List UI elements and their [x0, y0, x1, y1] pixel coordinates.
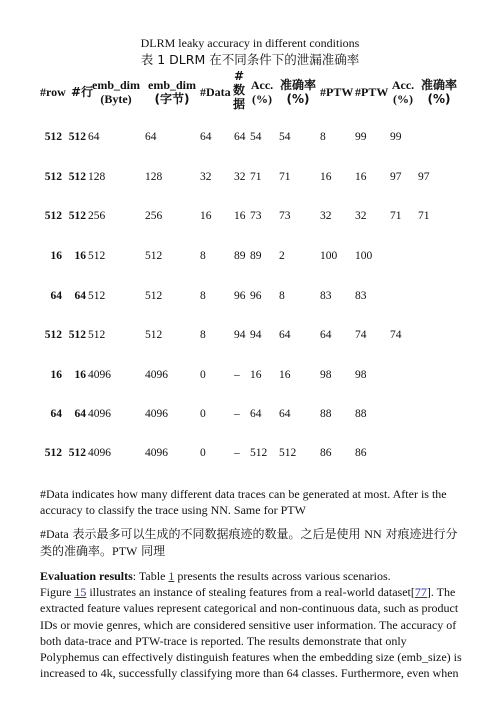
cell-acc1: 71 — [250, 171, 262, 183]
cell-emb-byte: 4096 — [88, 447, 111, 459]
cell-emb-byte: 512 — [88, 250, 106, 262]
table-reference-link[interactable]: 1 — [168, 569, 175, 583]
header-emb-dim-zh — [145, 79, 199, 107]
header-acc1 — [249, 79, 275, 107]
table-row — [0, 330, 500, 344]
cell-emb-zh: 512 — [145, 329, 163, 341]
table-row — [0, 172, 500, 186]
evaluation-paragraph — [40, 568, 465, 681]
cell-hang: 64 — [74, 290, 86, 302]
header-ptw-2: #PTW — [355, 85, 389, 99]
cell-data-zh: 94 — [234, 329, 246, 341]
header-zq2-line2: (%) — [427, 91, 451, 106]
cell-hang: 16 — [74, 369, 86, 381]
header-emb-dim-zh-line1: emb_dim — [148, 78, 196, 92]
cell-acc1: 512 — [250, 447, 268, 459]
note-zh-part1: #Data — [40, 527, 69, 541]
cell-zq2: 71 — [418, 210, 430, 222]
cell-emb-byte: 4096 — [88, 369, 111, 381]
cell-zq1: 64 — [279, 329, 291, 341]
cell-emb-zh: 128 — [145, 171, 163, 183]
note-zh-part5: PTW — [112, 543, 138, 558]
header-data-en: #Data — [200, 85, 231, 99]
header-ptw-en: #PTW — [320, 85, 354, 99]
cell-ptw: 16 — [320, 171, 332, 183]
cell-acc2: 71 — [390, 210, 402, 222]
cell-data: 64 — [200, 131, 212, 143]
header-zq2 — [418, 79, 460, 107]
cell-zq1: 8 — [279, 290, 285, 302]
header-zq1-line1: 准确率 — [279, 78, 316, 92]
evaluation-body-2: ]. The extracted feature values represent categorical and non-continuous data, such as product IDs or movie genres, which are considered sensitive user information. The accuracy of both data-trace and PTW-trace is reported. The results demonstrate that only Polyphemus can effectively distinguish features when the embedding size (emb_size) is increased to 4k, successfully classifying more than 64 classes. Furthermore, even when — [40, 585, 462, 681]
table-note-en: #Data indicates how many different data traces can be generated at most. After is the accuracy to classify the trace using NN. Same for PTW — [40, 487, 447, 518]
cell-ptw2: 83 — [355, 290, 367, 302]
cell-ptw2: 86 — [355, 447, 367, 459]
cell-zq1: 16 — [279, 369, 291, 381]
cell-row: 512 — [44, 447, 62, 459]
cell-data-zh: 89 — [234, 250, 246, 262]
cell-data: 8 — [200, 329, 206, 341]
header-zq2-line1: 准确率 — [420, 78, 457, 92]
header-emb-dim-en-line1: emb_dim — [92, 78, 140, 92]
cell-zq1: 512 — [279, 447, 297, 459]
table-row — [0, 211, 500, 225]
cell-row: 512 — [44, 210, 62, 222]
cell-ptw2: 16 — [355, 171, 367, 183]
cell-ptw: 98 — [320, 369, 332, 381]
cell-data-zh: 64 — [234, 131, 246, 143]
cell-zq2: 97 — [418, 171, 430, 183]
table-row — [0, 291, 500, 305]
header-data-zh-line1: # — [233, 69, 245, 83]
header-data-zh — [232, 70, 246, 111]
cell-data: 8 — [200, 250, 206, 262]
cell-acc2: 74 — [390, 329, 402, 341]
table-caption-zh: 表 1 DLRM 在不同条件下的泄漏准确率 — [140, 52, 360, 67]
cell-emb-byte: 64 — [88, 131, 100, 143]
cell-emb-zh: 256 — [145, 210, 163, 222]
cell-hang: 512 — [68, 447, 86, 459]
table-row — [0, 132, 500, 146]
cell-acc1: 16 — [250, 369, 262, 381]
cell-ptw2: 99 — [355, 131, 367, 143]
cell-emb-byte: 256 — [88, 210, 106, 222]
note-zh-part3: NN — [364, 527, 382, 541]
note-zh-part4: 对痕迹进行分类的准确率。 — [40, 527, 458, 558]
cell-data-zh: – — [234, 447, 240, 459]
header-acc1-line2: (%) — [252, 91, 272, 106]
table-note-zh — [40, 526, 465, 560]
cell-emb-zh: 4096 — [145, 408, 168, 420]
cell-hang: 512 — [68, 210, 86, 222]
cell-data-zh: 16 — [234, 210, 246, 222]
cell-acc2: 97 — [390, 171, 402, 183]
header-data-zh-line2: 数 — [232, 82, 245, 97]
cell-ptw2: 74 — [355, 329, 367, 341]
cell-emb-byte: 512 — [88, 329, 106, 341]
cell-ptw: 32 — [320, 210, 332, 222]
cell-data-zh: – — [234, 408, 240, 420]
header-acc2-line1: Acc. — [391, 78, 415, 92]
evaluation-line1-end: presents the results across various scenarios. — [174, 569, 391, 583]
header-hang: #行 — [71, 85, 94, 99]
figure-reference-link[interactable]: 15 — [74, 585, 87, 600]
cell-zq1: 71 — [279, 171, 291, 183]
cell-ptw2: 88 — [355, 408, 367, 420]
cell-emb-byte: 4096 — [88, 408, 111, 420]
header-emb-dim-zh-line2: (字节) — [154, 91, 190, 106]
cell-row: 512 — [44, 329, 62, 341]
cell-acc2: 99 — [390, 131, 402, 143]
cell-hang: 512 — [68, 131, 86, 143]
evaluation-heading: Evaluation results — [40, 569, 133, 583]
cell-zq1: 64 — [279, 408, 291, 420]
cell-acc1: 94 — [250, 329, 262, 341]
cell-emb-byte: 512 — [88, 290, 106, 302]
cell-data-zh: 32 — [234, 171, 246, 183]
cell-data: 16 — [200, 210, 212, 222]
cell-data: 8 — [200, 290, 206, 302]
cell-ptw: 64 — [320, 329, 332, 341]
header-acc1-line1: Acc. — [250, 78, 274, 92]
cell-ptw2: 98 — [355, 369, 367, 381]
header-emb-dim-en-line2: (Byte) — [100, 91, 132, 106]
cell-acc1: 73 — [250, 210, 262, 222]
cell-row: 16 — [50, 369, 62, 381]
table-row — [0, 448, 500, 462]
cell-ptw: 83 — [320, 290, 332, 302]
cell-data-zh: 96 — [234, 290, 246, 302]
header-data-zh-line3: 据 — [232, 96, 245, 111]
cell-row: 16 — [50, 250, 62, 262]
cell-zq1: 73 — [279, 210, 291, 222]
cell-row: 512 — [44, 131, 62, 143]
cell-hang: 512 — [68, 171, 86, 183]
header-zq1-line2: (%) — [286, 91, 310, 106]
header-acc2 — [390, 79, 416, 107]
table-row — [0, 409, 500, 423]
cell-emb-zh: 512 — [145, 290, 163, 302]
cell-ptw: 100 — [320, 250, 338, 262]
cell-emb-zh: 4096 — [145, 369, 168, 381]
cell-ptw: 88 — [320, 408, 332, 420]
cell-row: 512 — [44, 171, 62, 183]
cell-hang: 512 — [68, 329, 86, 341]
cell-acc1: 96 — [250, 290, 262, 302]
citation-link[interactable]: 77 — [414, 585, 427, 600]
cell-acc1: 89 — [250, 250, 262, 262]
evaluation-line1: : Table — [132, 569, 169, 583]
cell-emb-zh: 4096 — [145, 447, 168, 459]
note-zh-part6: 同理 — [137, 543, 166, 558]
cell-data: 0 — [200, 447, 206, 459]
header-row: #row — [40, 85, 66, 99]
header-acc2-line2: (%) — [393, 91, 413, 106]
cell-data: 32 — [200, 171, 212, 183]
cell-zq1: 2 — [279, 250, 285, 262]
header-zq1 — [277, 79, 319, 107]
header-emb-dim-en — [88, 79, 144, 107]
cell-ptw: 86 — [320, 447, 332, 459]
evaluation-figure-prefix: Figure — [40, 585, 75, 600]
cell-emb-zh: 512 — [145, 250, 163, 262]
note-zh-part2: 表示最多可以生成的不同数据痕迹的数量。之后是使用 — [68, 527, 365, 541]
cell-ptw: 8 — [320, 131, 326, 143]
evaluation-body-1: illustrates an instance of stealing features from a real-world dataset[ — [86, 585, 415, 600]
cell-zq1: 54 — [279, 131, 291, 143]
table-caption-en: DLRM leaky accuracy in different conditions — [140, 36, 360, 50]
cell-ptw2: 100 — [355, 250, 373, 262]
cell-data-zh: – — [234, 369, 240, 381]
cell-row: 64 — [50, 408, 62, 420]
cell-ptw2: 32 — [355, 210, 367, 222]
table-row — [0, 370, 500, 384]
cell-data: 0 — [200, 369, 206, 381]
cell-emb-byte: 128 — [88, 171, 106, 183]
cell-row: 64 — [50, 290, 62, 302]
cell-acc1: 64 — [250, 408, 262, 420]
cell-data: 0 — [200, 408, 206, 420]
cell-hang: 64 — [74, 408, 86, 420]
cell-hang: 16 — [74, 250, 86, 262]
cell-emb-zh: 64 — [145, 131, 157, 143]
cell-acc1: 54 — [250, 131, 262, 143]
table-row — [0, 251, 500, 265]
